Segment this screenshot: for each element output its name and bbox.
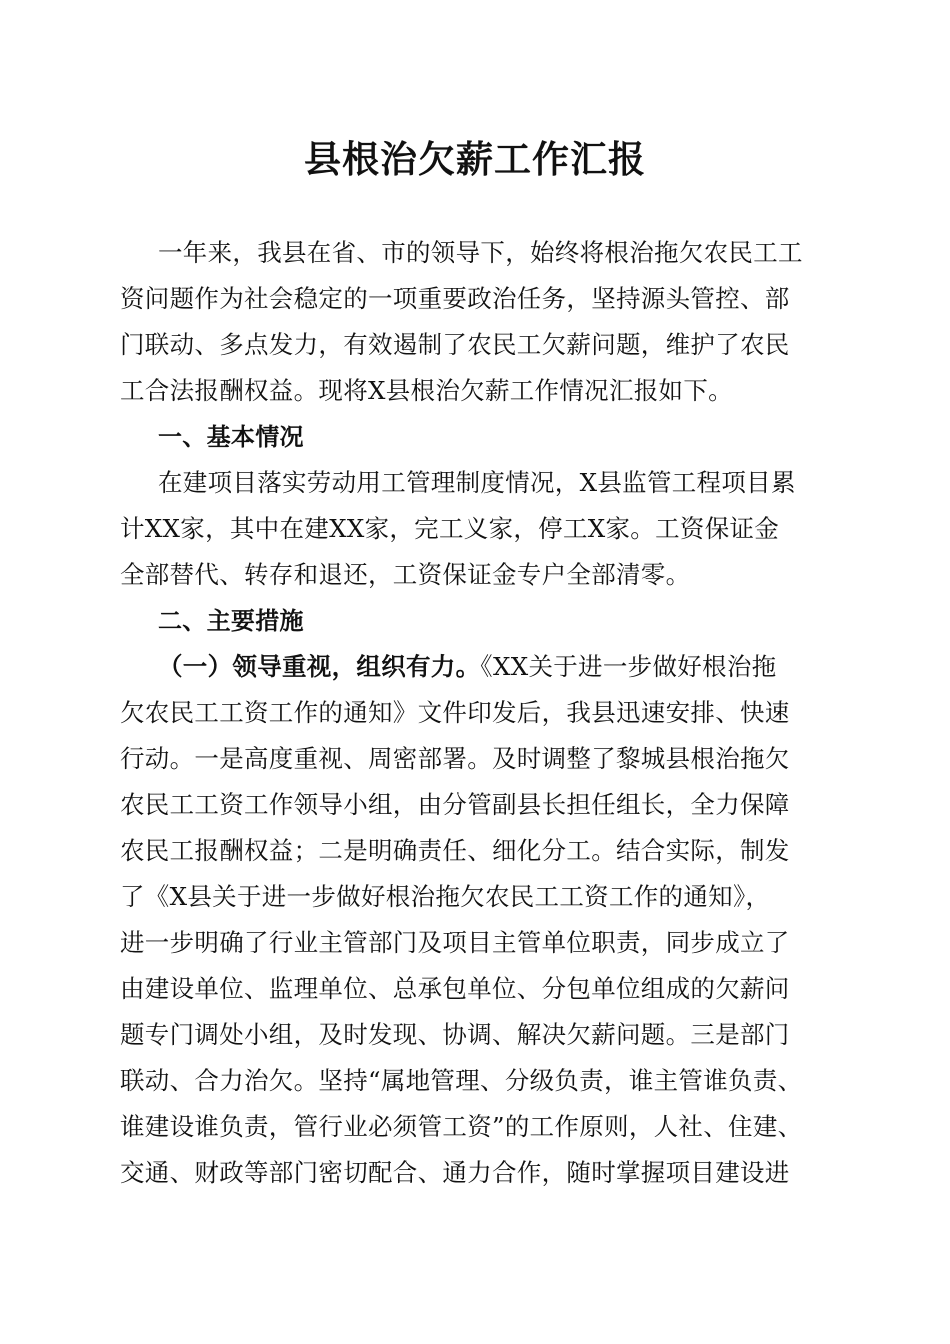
section1-line: 全部替代、转存和退还，工资保证金专户全部清零。 — [120, 560, 691, 589]
subsection-lead: （一）领导重视，组织有力。 — [158, 652, 481, 681]
section2-first-line — [120, 644, 832, 690]
section2-line: 题专门调处小组，及时发现、协调、解决欠薪问题。三是部门 — [120, 1020, 790, 1049]
intro-line: 工合法报酬权益。现将X县根治欠薪工作情况汇报如下。 — [120, 376, 733, 405]
section2-line: 农民工报酬权益；二是明确责任、细化分工。结合实际，制发 — [120, 836, 790, 865]
document-title: 县根治欠薪工作汇报 — [304, 137, 646, 181]
intro-line: 一年来，我县在省、市的领导下，始终将根治拖欠农民工工 — [158, 238, 803, 267]
document-body — [120, 230, 832, 1196]
section2-line: 欠农民工工资工作的通知》文件印发后，我县迅速安排、快速 — [120, 698, 790, 727]
section2-line: 交通、财政等部门密切配合、通力合作，随时掌握项目建设进 — [120, 1158, 790, 1187]
section-heading-basic: 一、基本情况 — [158, 423, 304, 451]
section2-line: 联动、合力治欠。坚持“属地管理、分级负责，谁主管谁负责、 — [120, 1066, 803, 1095]
intro-line: 资问题作为社会稳定的一项重要政治任务，坚持源头管控、部 — [120, 284, 790, 313]
section2-line: 行动。一是高度重视、周密部署。及时调整了黎城县根治拖欠 — [120, 744, 790, 773]
section1-line: 计XX家，其中在建XX家，完工义家，停工X家。工资保证金 — [120, 514, 780, 543]
section2-first-line-rest: 《XX关于进一步做好根治拖 — [480, 652, 777, 681]
section2-line: 由建设单位、监理单位、总承包单位、分包单位组成的欠薪问 — [120, 974, 790, 1003]
section2-line: 进一步明确了行业主管部门及项目主管单位职责，同步成立了 — [120, 928, 790, 957]
section1-line: 在建项目落实劳动用工管理制度情况，X县监管工程项目累 — [158, 468, 796, 497]
intro-line: 门联动、多点发力，有效遏制了农民工欠薪问题，维护了农民 — [120, 330, 790, 359]
section2-line: 谁建设谁负责，管行业必须管工资”的工作原则，人社、住建、 — [120, 1112, 803, 1141]
section2-line: 了《X县关于进一步做好根治拖欠农民工工资工作的通知》， — [120, 882, 771, 911]
section2-line: 农民工工资工作领导小组，由分管副县长担任组长，全力保障 — [120, 790, 790, 819]
section-heading-measures: 二、主要措施 — [158, 607, 304, 635]
